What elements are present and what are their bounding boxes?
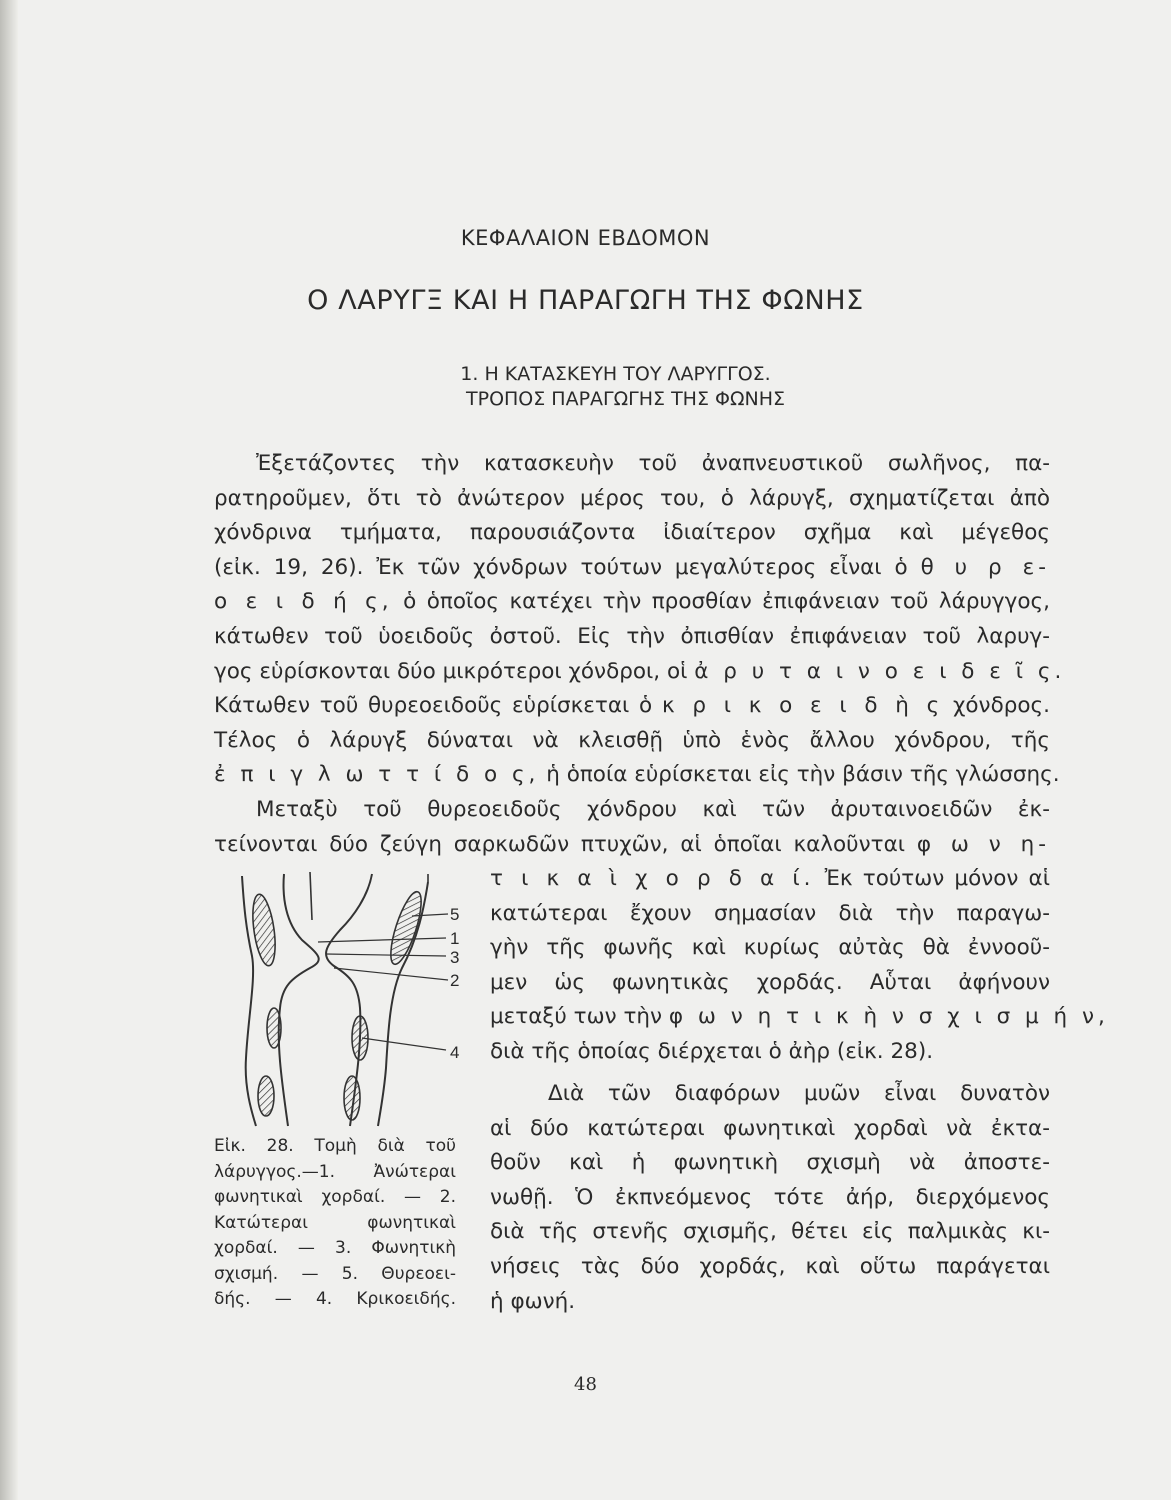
right-column-text [490,862,1109,1070]
text-line: Διὰ τῶν διαφόρων μυῶν εἶναι δυνατὸν [548,1081,1050,1106]
chapter-heading: ΚΕΦΑΛΑΙΟΝ ΕΒΔΟΜΟΝ [460,226,711,250]
text-line: διὰ τῆς ὁποίας διέρχεται ὁ ἀὴρ (εἰκ. 28). [490,1038,934,1064]
section-heading-line-1: 1. Η ΚΑΤΑΣΚΕΥΗ ΤΟΥ ΛΑΡΥΓΓΟΣ. [460,363,771,385]
text-line [490,862,1050,897]
caption-line: δής. — 4. Κρικοειδής. [214,1289,456,1309]
text-line [490,1000,1109,1035]
figure-label: 2 [450,971,460,990]
page-number: 48 [574,1374,597,1395]
text-segment: Ἐκ τούτων μόνον αἱ [824,866,1050,891]
text-segment: ὁ ὁποῖος κατέχει τὴν προσθίαν ἐπιφάνειαν τοῦ λάρυγγος, [403,589,1050,615]
caption-line: σχισμή. — 5. Θυρεοει- [214,1263,456,1284]
text-line: νωθῇ. Ὁ ἐκπνεόμενος τότε ἀήρ, διερχόμενος [490,1184,1050,1210]
text-line: διὰ τῆς στενῆς σχισμῆς, θέτει εἰς παλμικὰς κι- [490,1219,1050,1245]
text-line: ρατηροῦμεν, ὅτι τὸ ἀνώτερον μέρος του, ὁ λάρυγξ, σχηματίζεται ἀπὸ [214,485,1050,511]
cartilage-shapes [249,889,427,1120]
caption-line: Εἰκ. 28. Τομὴ διὰ τοῦ [214,1136,456,1156]
paragraph-1 [214,447,1066,793]
text-line [214,828,1050,863]
text-line: Μεταξὺ τοῦ θυρεοειδοῦς χόνδρου καὶ τῶν ἀρυταινοειδῶν ἐκ- [256,797,1050,822]
text-segment: γος εὑρίσκονται δύο μικρότεροι χόνδροι, οἱ [214,658,688,684]
figure-label: 3 [450,948,460,967]
figure-caption [214,1134,456,1313]
section-heading-line-2: ΤΡΟΠΟΣ ΠΑΡΑΓΩΓΗΣ ΤΗΣ ΦΩΝΗΣ [466,388,785,410]
text-line [214,585,1050,620]
figure-label: 1 [450,929,460,948]
spaced-term: φ ω ν η- [916,831,1050,857]
text-segment: χόνδρος. [952,693,1050,719]
caption-line: χορδαί. — 3. Φωνητικὴ [214,1238,456,1258]
text-line: κάτωθεν τοῦ ὑοειδοῦς ὀστοῦ. Εἰς τὴν ὀπισθίαν ἐπιφάνειαν τοῦ λαρυγ- [214,623,1050,649]
paragraph-2 [214,793,1050,862]
text-line [214,758,1060,793]
text-segment: τείνονται δύο ζεύγη σαρκωδῶν πτυχῶν, αἱ ὁποῖαι καλοῦνται [214,831,906,857]
chapter-title: Ο ΛΑΡΥΓΞ ΚΑΙ Η ΠΑΡΑΓΩΓΗ ΤΗΣ ΦΩΝΗΣ [307,285,864,316]
spaced-term: κ ρ ι κ ο ε ι δ ὴ ς [661,693,944,719]
figure-label: 5 [450,905,460,924]
text-line: νήσεις τὰς δύο χορδάς, καὶ οὕτω παράγεται [490,1253,1050,1279]
figure-labels [450,905,459,1062]
spaced-term: τ ι κ α ὶ χ ο ρ δ α ί. [490,866,815,891]
text-line: θοῦν καὶ ἡ φωνητικὴ σχισμὴ νὰ ἀποστε- [490,1150,1050,1176]
text-segment: (εἰκ. 19, 26). Ἐκ τῶν χόνδρων τούτων μεγαλύτερος εἶναι ὁ [214,554,908,580]
text-line [214,551,1050,586]
text-line [214,655,1066,690]
text-line: γὴν τῆς φωνῆς καὶ κυρίως αὐτὰς θὰ ἐννοοῦ- [490,935,1050,961]
text-line: χόνδρινα τμήματα, παρουσιάζοντα ἰδιαίτερον σχῆμα καὶ μέγεθος [214,520,1050,546]
text-line: αἱ δύο κατώτεραι φωνητικαὶ χορδαὶ νὰ ἐκτα- [490,1115,1050,1141]
spaced-term: ο ε ι δ ή ς, [214,589,393,615]
larynx-section-figure [222,868,472,1128]
spaced-term: ἐ π ι γ λ ω τ τ ί δ ο ς, [214,762,540,788]
text-line: ἡ φωνή. [490,1288,576,1314]
text-segment: ἡ ὁποία εὑρίσκεται εἰς τὴν βάσιν τῆς γλώσσης. [546,762,1060,788]
text-line [214,689,1050,724]
spaced-term: θ υ ρ ε- [920,554,1051,580]
spaced-term: ἀ ρ υ τ α ι ν ο ε ι δ ε ῖ ς. [694,658,1066,684]
text-segment: Κάτωθεν τοῦ θυρεοειδοῦς εὑρίσκεται ὁ [214,693,653,719]
section-heading [0,362,1171,412]
text-line: Τέλος ὁ λάρυγξ δύναται νὰ κλεισθῇ ὑπὸ ἑνὸς ἄλλου χόνδρου, τῆς [214,727,1050,753]
spaced-term: φ ω ν η τ ι κ ὴ ν σ χ ι σ μ ή ν, [668,1004,1109,1030]
page-edge-shadow [0,0,18,1500]
caption-line: φωνητικαὶ χορδαί. — 2. [214,1187,456,1207]
text-segment: μεταξύ των τὴν [490,1004,663,1030]
paragraph-3 [490,1077,1050,1319]
figure-label: 4 [450,1043,460,1062]
caption-line: Κατώτεραι φωνητικαὶ [214,1212,456,1233]
text-line: μεν ὡς φωνητικὰς χορδάς. Αὗται ἀφήνουν [490,969,1050,995]
text-line: Ἐξετάζοντες τὴν κατασκευὴν τοῦ ἀναπνευστικοῦ σωλῆνος, πα- [256,451,1050,476]
text-line: κατώτεραι ἔχουν σημασίαν διὰ τὴν παραγω- [490,900,1050,926]
caption-line: λάρυγγος.—1. Ἀνώτεραι [214,1161,456,1182]
